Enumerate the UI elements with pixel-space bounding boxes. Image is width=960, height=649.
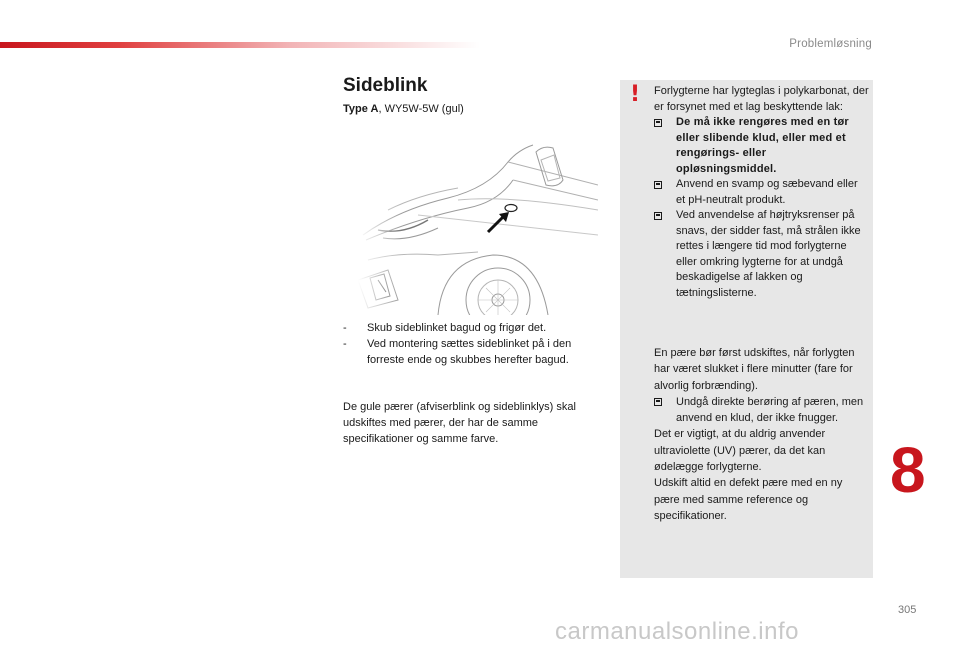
- checkbox-bullet-icon: [654, 212, 662, 220]
- checkbox-bullet-icon: [654, 119, 662, 127]
- info-uv-note: Det er vigtigt, at du aldrig anvender ultraviolette (UV) pærer, da det kan ødelægge forlygterne.: [654, 428, 826, 474]
- info-text: [654, 345, 869, 524]
- page-heading: Sideblink: [343, 75, 428, 96]
- info-bullet-text: Undgå direkte berøring af pæren, men anvend en klud, der ikke fnugger.: [676, 395, 864, 425]
- bulb-type-line: [343, 103, 464, 115]
- warning-text: [654, 84, 869, 301]
- info-intro: En pære bør først udskiftes, når forlygten har været slukket i flere minutter (fare for alvorlig forbrænding).: [654, 347, 855, 392]
- chapter-number: 8: [890, 434, 926, 506]
- warning-icon: !: [630, 82, 641, 107]
- list-item: [654, 115, 869, 177]
- info-replace-note: Udskift altid en defekt pære med en ny pære med samme reference og specifikationer.: [654, 477, 843, 522]
- step-text: Skub sideblinket bagud og frigør det.: [367, 322, 547, 334]
- side-indicator-illustration: [358, 140, 598, 315]
- warning-intro: Forlygterne har lygteglas i polykarbonat, der er forsynet med et lag beskyttende lak:: [654, 85, 869, 113]
- info-list: [654, 394, 869, 427]
- section-title: Problemløsning: [789, 38, 872, 50]
- bulb-type-spec: , WY5W-5W (gul): [378, 103, 464, 115]
- procedure-steps: [343, 320, 608, 368]
- list-item: [654, 177, 869, 208]
- bulb-type-label: Type A: [343, 103, 379, 115]
- list-item: [343, 336, 608, 368]
- list-dash: -: [343, 322, 347, 334]
- list-item: [343, 320, 608, 336]
- list-item: [654, 208, 869, 301]
- page-number: 305: [898, 604, 917, 616]
- watermark: carmanualsonline.info: [555, 618, 799, 645]
- bulb-color-note: De gule pærer (afviserblink og sideblinklys) skal udskiftes med pærer, der har de samme specifikationer og samme farve.: [343, 401, 576, 445]
- checkbox-bullet-icon: [654, 181, 662, 189]
- step-text: Ved montering sættes sideblinket på i den forreste ende og skubbes herefter bagud.: [367, 338, 572, 366]
- warning-bullet-text: Anvend en svamp og sæbevand eller et pH-neutralt produkt.: [676, 178, 858, 206]
- warning-list: [654, 115, 869, 301]
- warning-bullet-text: De må ikke rengøres med en tør eller slibende klud, eller med et rengørings- eller opløsningsmiddel.: [676, 116, 849, 175]
- header-color-bar: [0, 42, 480, 48]
- checkbox-bullet-icon: [654, 398, 662, 406]
- list-dash: -: [343, 338, 347, 350]
- list-item: [654, 394, 869, 427]
- warning-bullet-text: Ved anvendelse af højtryksrenser på snavs, der sidder fast, må strålen ikke rettes i længere tid mod forlygterne eller omkring lygterne for at undgå beskadigelse af lakken og tætningslisterne.: [676, 209, 861, 299]
